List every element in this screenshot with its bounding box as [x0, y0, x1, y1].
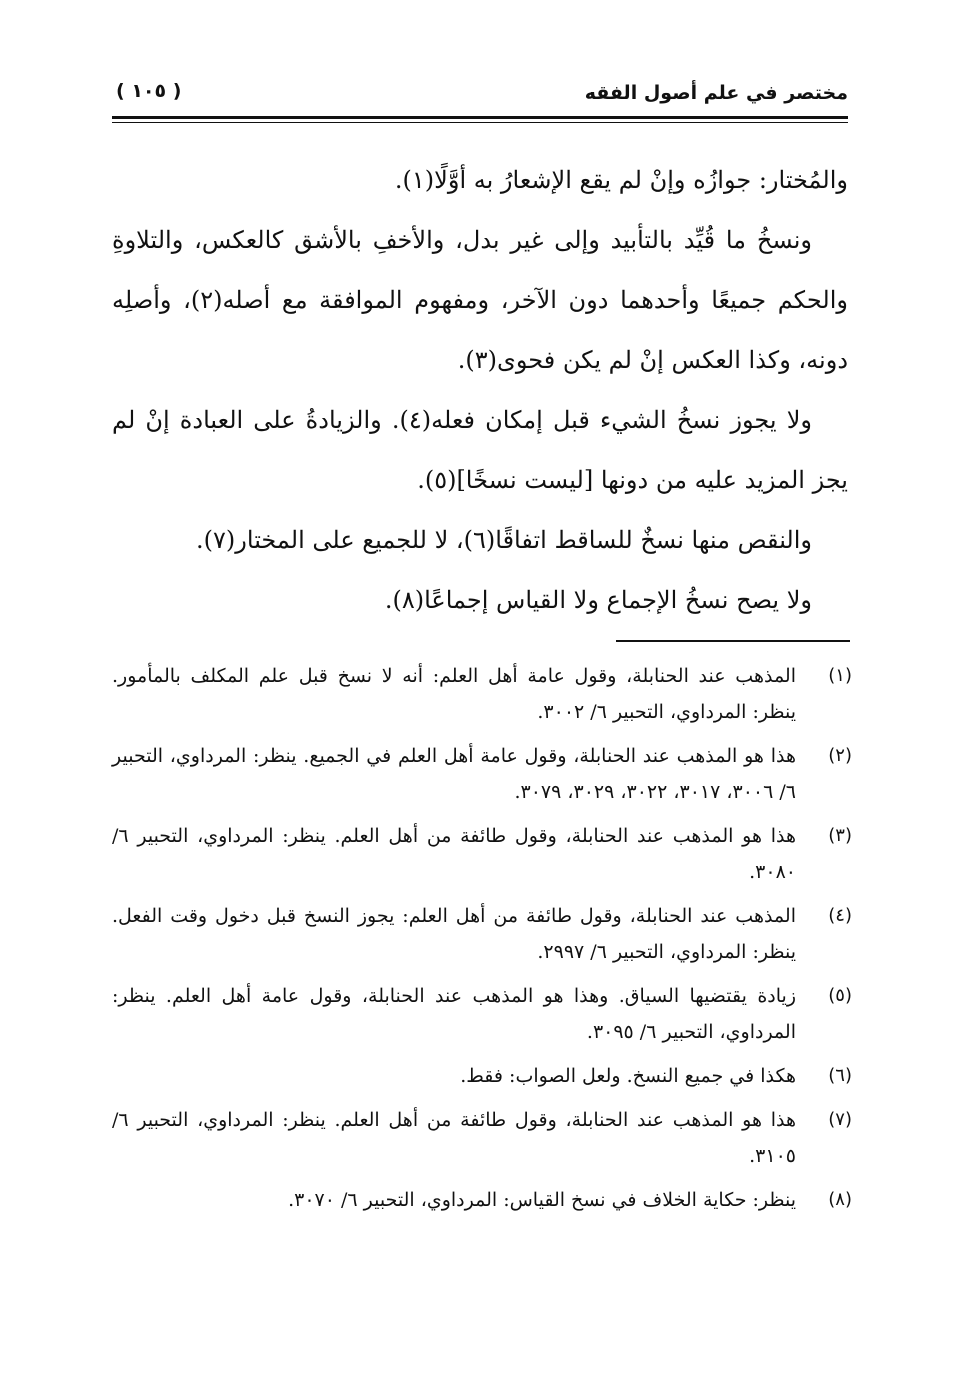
footnote-number: (٤): [828, 905, 852, 926]
paragraph: والنقص منها نسخٌ للساقط اتفاقًا(٦)، لا للجميع على المختار(٧).: [196, 526, 812, 554]
book-title: مختصر في علم أصول الفقه: [584, 82, 848, 104]
footnote-text: المذهب عند الحنابلة، وقول عامة أهل العلم: أنه لا نسخ قبل علم المكلف بالمأمور. ينظر: المرداوي، التحبير ٦/ ٣٠٠٢.: [112, 665, 796, 723]
footnote-number: (٣): [828, 825, 852, 846]
footnote: [112, 898, 852, 970]
footnote-text: هذا هو المذهب عند الحنابلة، وقول طائفة من أهل العلم. ينظر: المرداوي، التحبير ٦/ ٣٠٨٠.: [112, 825, 796, 883]
footnote: [112, 1182, 852, 1218]
paragraph: ونسخُ ما قُيِّد بالتأبيد وإلى غير بدل، والأخفِ بالأشق كالعكس، والتلاوةِ والحكم جميعًا وأحدهما دون الآخر، ومفهوم الموافقة مع أصله(٢)، وأصلِه دونه، وكذا العكس إنْ لم يكن فحوى(٣).: [112, 226, 848, 374]
footnote: [112, 738, 852, 810]
footnote-text: المذهب عند الحنابلة، وقول طائفة من أهل العلم: يجوز النسخ قبل دخول وقت الفعل. ينظر: المرداوي، التحبير ٦/ ٢٩٩٧.: [112, 905, 796, 963]
paragraph: ولا يصح نسخُ الإجماع ولا القياس إجماعًا(٨).: [384, 586, 812, 614]
footnote-number: (٢): [828, 745, 852, 766]
paragraph: والمُختار: جوازُه وإنْ لم يقع الإشعارُ به أوَّلًا(١).: [394, 166, 848, 194]
footnote: [112, 818, 852, 890]
footnote: [112, 1058, 852, 1094]
footnote-text: هذا هو المذهب عند الحنابلة، وقول عامة أهل العلم في الجميع. ينظر: المرداوي، التحبير ٦/ ٣٠٠٦، ٣٠١٧، ٣٠٢٢، ٣٠٢٩، ٣٠٧٩.: [112, 745, 796, 803]
page-number: ( ١٠٥ ): [116, 80, 182, 102]
footnote-number: (٨): [828, 1189, 852, 1210]
footnote-number: (٥): [828, 985, 852, 1006]
paragraph: ولا يجوز نسخُ الشيء قبل إمكان فعله(٤). والزيادةُ على العبادة إنْ لم يجز المزيد عليه من دونها [ليست نسخًا](٥).: [112, 406, 848, 494]
page-header: [112, 80, 848, 114]
footnote-number: (٦): [828, 1065, 852, 1086]
footnote-number: (٧): [828, 1109, 852, 1130]
main-text: [112, 150, 848, 630]
header-rule-thin: [112, 122, 848, 123]
footnotes: [112, 658, 852, 1226]
header-rule-thick: [112, 116, 848, 119]
footnote-text: زيادة يقتضيها السياق. وهذا هو المذهب عند الحنابلة، وقول عامة أهل العلم. ينظر: المرداوي، التحبير ٦/ ٣٠٩٥.: [112, 985, 796, 1043]
footnote-text: ينظر: حكاية الخلاف في نسخ القياس: المرداوي، التحبير ٦/ ٣٠٧٠.: [288, 1189, 796, 1211]
footnote-separator: [616, 640, 850, 642]
footnote: [112, 978, 852, 1050]
footnote-text: هذا هو المذهب عند الحنابلة، وقول طائفة من أهل العلم. ينظر: المرداوي، التحبير ٦/ ٣١٠٥.: [112, 1109, 796, 1167]
footnote-text: هكذا في جميع النسخ. ولعل الصواب: فقط.: [460, 1065, 796, 1087]
footnote: [112, 1102, 852, 1174]
footnote-number: (١): [828, 665, 852, 686]
footnote: [112, 658, 852, 730]
